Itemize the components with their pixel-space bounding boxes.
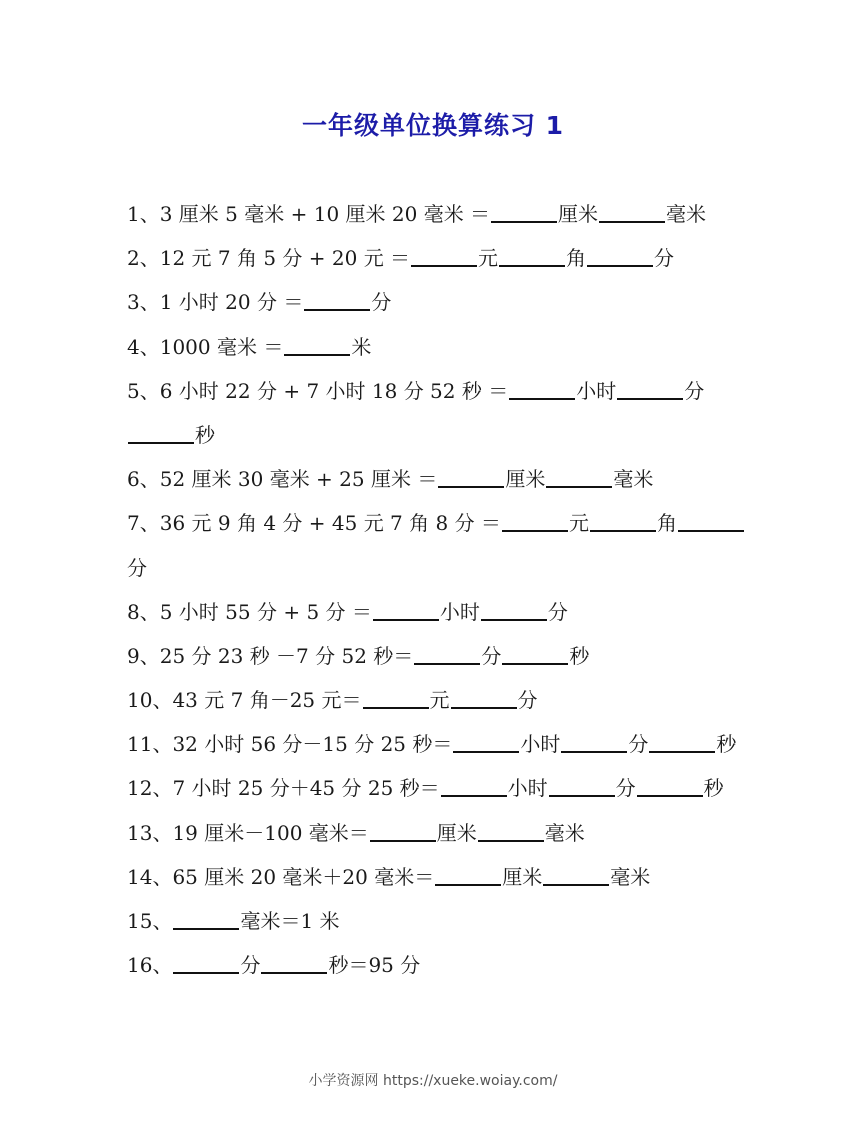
question-text: 11、32 小时 56 分－15 分 25 秒＝ — [127, 732, 453, 757]
question-text: 3、1 小时 20 分 ＝ — [127, 290, 304, 315]
question-text: 元 — [429, 688, 450, 713]
question-text: 10、43 元 7 角－25 元＝ — [127, 688, 362, 713]
answer-blank[interactable] — [261, 952, 327, 974]
question-list — [127, 196, 747, 991]
question-line — [127, 594, 747, 638]
question-text: 元 — [568, 511, 589, 536]
question-text: 15、 — [127, 909, 173, 933]
answer-blank[interactable] — [587, 245, 653, 267]
answer-blank[interactable] — [649, 731, 715, 753]
answer-blank[interactable] — [543, 864, 609, 886]
question-text: 小时 — [507, 776, 548, 801]
answer-blank[interactable] — [411, 245, 477, 267]
question-line — [127, 461, 747, 505]
question-text: 分 — [481, 643, 502, 668]
question-text: 14、65 厘米 20 毫米＋20 毫米＝ — [127, 864, 435, 889]
question-text: 厘米 — [502, 864, 543, 889]
question-text: 5、6 小时 22 分 + 7 小时 18 分 52 秒 ＝ — [127, 378, 509, 403]
question-line — [127, 770, 747, 814]
question-text: 毫米 — [544, 820, 585, 845]
question-line — [127, 550, 747, 594]
answer-blank[interactable] — [370, 820, 436, 842]
question-text: 厘米 — [436, 820, 477, 845]
answer-blank[interactable] — [451, 687, 517, 709]
answer-blank[interactable] — [128, 422, 194, 444]
question-text: 分 — [654, 246, 675, 271]
question-line — [127, 903, 747, 947]
question-text: 秒＝95 分 — [328, 953, 421, 978]
question-text: 小时 — [439, 599, 480, 624]
answer-blank[interactable] — [549, 775, 615, 797]
question-text: 13、19 厘米－100 毫米＝ — [127, 820, 369, 845]
question-text: 4、1000 毫米 ＝ — [127, 334, 284, 359]
answer-blank[interactable] — [481, 599, 547, 621]
answer-blank[interactable] — [304, 289, 370, 311]
question-text: 小时 — [576, 378, 617, 403]
footer-watermark: 小学资源网 https://xueke.woiay.com/ — [308, 1073, 558, 1089]
question-text: 分 — [628, 732, 649, 757]
question-text: 毫米 — [613, 467, 654, 492]
answer-blank[interactable] — [453, 731, 519, 753]
answer-blank[interactable] — [590, 510, 656, 532]
answer-blank[interactable] — [173, 908, 239, 930]
question-text: 12、7 小时 25 分＋45 分 25 秒＝ — [127, 776, 440, 801]
question-line — [127, 815, 747, 859]
page-title: 一年级单位换算练习 1 — [301, 111, 565, 140]
question-line — [127, 196, 747, 240]
question-line — [127, 240, 747, 284]
question-text: 角 — [656, 511, 677, 536]
question-text: 7、36 元 9 角 4 分 + 45 元 7 角 8 分 ＝ — [127, 511, 501, 536]
answer-blank[interactable] — [546, 466, 612, 488]
question-text: 分 — [615, 776, 636, 801]
question-text: 小时 — [520, 732, 561, 757]
question-line — [127, 505, 747, 549]
question-text: 1、3 厘米 5 毫米 + 10 厘米 20 毫米 ＝ — [127, 202, 491, 226]
answer-blank[interactable] — [499, 245, 565, 267]
question-text: 秒 — [569, 643, 590, 668]
question-text: 厘米 — [505, 467, 546, 492]
question-line — [127, 284, 747, 328]
answer-blank[interactable] — [373, 599, 439, 621]
question-text: 16、 — [127, 953, 173, 978]
question-text: 8、5 小时 55 分 + 5 分 ＝ — [127, 599, 372, 624]
question-text: 秒 — [195, 422, 215, 447]
answer-blank[interactable] — [284, 334, 350, 356]
answer-blank[interactable] — [478, 820, 544, 842]
question-text: 2、12 元 7 角 5 分 + 20 元 ＝ — [127, 246, 411, 271]
question-text: 6、52 厘米 30 毫米 + 25 厘米 ＝ — [127, 467, 438, 492]
answer-blank[interactable] — [363, 687, 429, 709]
question-text: 分 — [547, 599, 568, 624]
question-line — [127, 682, 747, 726]
answer-blank[interactable] — [438, 466, 504, 488]
answer-blank[interactable] — [173, 952, 239, 974]
answer-blank[interactable] — [509, 378, 575, 400]
answer-blank[interactable] — [561, 731, 627, 753]
question-text: 分 — [240, 953, 261, 978]
question-line — [127, 726, 747, 770]
answer-blank[interactable] — [678, 510, 744, 532]
question-text: 毫米 — [666, 202, 707, 226]
answer-blank[interactable] — [491, 201, 557, 223]
answer-blank[interactable] — [502, 643, 568, 665]
question-text: 厘米 — [558, 202, 599, 226]
question-text: 分 — [517, 688, 538, 713]
answer-blank[interactable] — [435, 864, 501, 886]
question-text: 秒 — [716, 732, 737, 757]
question-line — [127, 417, 747, 461]
question-text: 秒 — [703, 776, 724, 801]
answer-blank[interactable] — [502, 510, 568, 532]
question-text: 分 — [371, 290, 392, 315]
question-text: 9、25 分 23 秒 －7 分 52 秒＝ — [127, 643, 414, 668]
answer-blank[interactable] — [617, 378, 683, 400]
answer-blank[interactable] — [637, 775, 703, 797]
question-text: 角 — [566, 246, 587, 271]
question-text: 毫米 — [610, 864, 651, 889]
question-text: 分 — [127, 555, 147, 580]
question-text: 分 — [684, 378, 705, 403]
question-line — [127, 859, 747, 903]
question-text: 元 — [478, 246, 499, 271]
answer-blank[interactable] — [599, 201, 665, 223]
answer-blank[interactable] — [441, 775, 507, 797]
question-text: 毫米＝1 米 — [240, 909, 340, 933]
question-line — [127, 373, 747, 417]
answer-blank[interactable] — [414, 643, 480, 665]
question-line — [127, 947, 747, 991]
question-line — [127, 638, 747, 682]
question-text: 米 — [351, 334, 372, 359]
question-line — [127, 329, 747, 373]
